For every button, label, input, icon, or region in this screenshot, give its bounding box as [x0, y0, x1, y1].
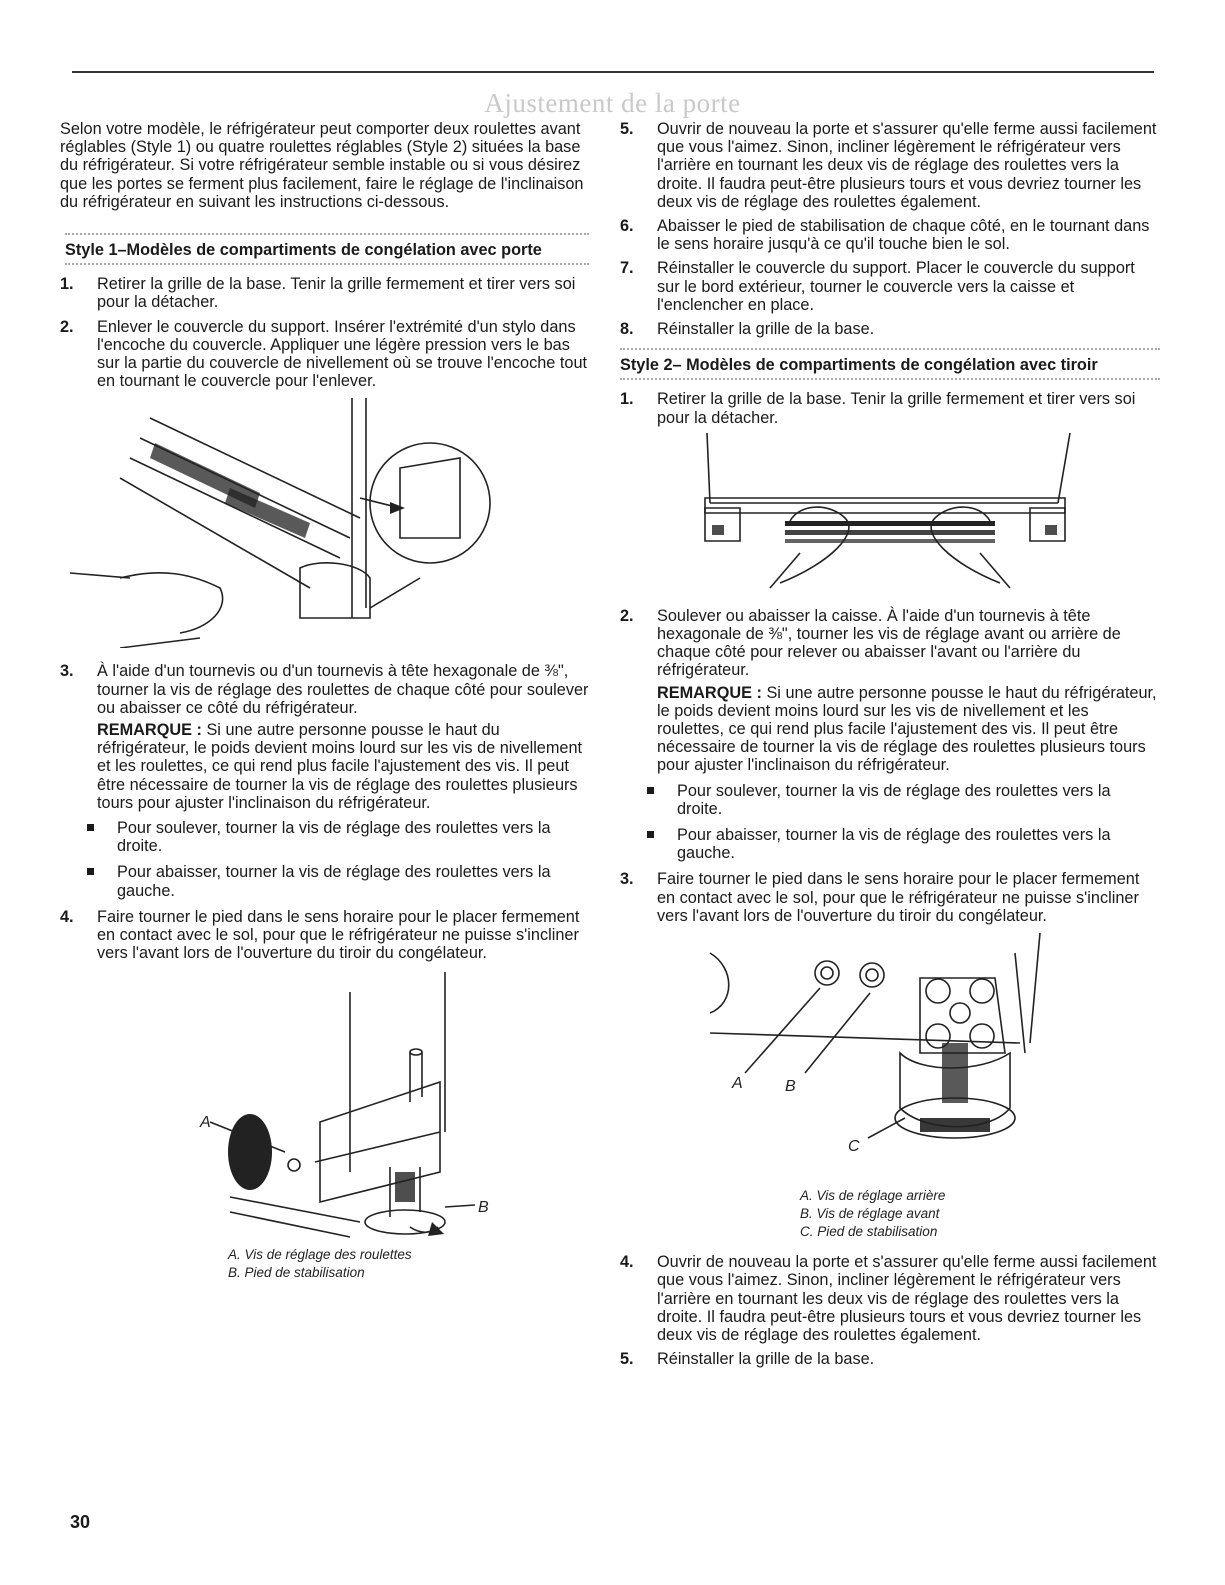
step-number: 8.: [620, 320, 634, 339]
step-number: 6.: [620, 217, 634, 236]
left-column: [60, 120, 595, 1302]
list-item: [620, 320, 1160, 338]
note-label: REMARQUE :: [657, 683, 762, 702]
note-paragraph: [97, 721, 595, 812]
bullet-item: [647, 782, 1160, 818]
bullet-item: [87, 819, 595, 855]
page-number: 30: [70, 1512, 91, 1532]
bullet-item: [647, 826, 1160, 862]
step-text: Réinstaller la grille de la base.: [657, 320, 875, 339]
bullet-item: [87, 863, 595, 899]
note-label: REMARQUE :: [97, 721, 202, 740]
step-text: Ouvrir de nouveau la porte et s'assurer qu'elle ferme aussi facilement que vous l'aimez. Sinon, incliner légèrement le réfrigérateur vers l'arrière en tournant les deux vis de réglage des roulettes vers la droite. Il faudra peut-être plusieurs tours et vous devriez tourner les deux vis de réglage des roulettes également.: [657, 120, 1157, 211]
bullet-square-icon: [647, 787, 654, 794]
step-number: 5.: [620, 120, 634, 138]
figure-caption: [800, 1187, 1160, 1241]
step-number: 4.: [60, 907, 74, 926]
caption-line: B. Pied de stabilisation: [228, 1265, 365, 1281]
list-item: [620, 259, 1160, 314]
step-number: 7.: [620, 259, 634, 278]
step-number: 4.: [620, 1253, 634, 1272]
list-item: [620, 1350, 1160, 1368]
figure-label-b: B: [785, 1078, 796, 1096]
figure-leveling-legs: [620, 933, 1160, 1241]
caption-line: B. Vis de réglage avant: [800, 1206, 940, 1222]
step-number: 3.: [620, 870, 634, 889]
bullet-text: Pour abaisser, tourner la vis de réglage des roulettes vers la gauche.: [117, 863, 551, 900]
page-title: Ajustement de la porte: [484, 88, 741, 118]
step-text: Soulever ou abaisser la caisse. À l'aide d'un tournevis à tête hexagonale de ⅜", tourner les vis de réglage avant ou arrière de chaque côté pour relever ou abaisser l'avant ou l'arrière du réfrigérateur.: [657, 606, 1121, 680]
bullet-square-icon: [87, 868, 94, 875]
figure-caption: [228, 1246, 595, 1282]
step-text: Retirer la grille de la base. Tenir la grille fermement et tirer vers soi pour la détacher.: [97, 275, 576, 312]
caption-line: A. Vis de réglage des roulettes: [228, 1247, 412, 1263]
list-item: [620, 870, 1160, 925]
intro-paragraph: Selon votre modèle, le réfrigérateur peut comporter deux roulettes avant réglables (Style 1) ou quatre roulettes réglables (Style 2) situées la base du réfrigérateur. Si votre réfrigérateur semble instable ou si vous désirez que les portes se ferment plus facilement, faire le réglage de l'inclinaison du réfrigérateur en suivant les instructions ci-dessous.: [60, 120, 584, 211]
figure-label-b: B: [478, 1199, 489, 1217]
list-item: [620, 390, 1160, 426]
caption-line: C. Pied de stabilisation: [800, 1224, 938, 1240]
figure-cover-removal: [60, 398, 595, 648]
list-item: [620, 607, 1160, 775]
list-item: [620, 1253, 1160, 1344]
bullet-square-icon: [647, 831, 654, 838]
bullet-text: Pour abaisser, tourner la vis de réglage des roulettes vers la gauche.: [677, 826, 1111, 863]
figure-grille-removal: [620, 433, 1160, 593]
step-number: 2.: [60, 317, 74, 336]
figure-label-c: C: [848, 1138, 860, 1156]
figure-label-a: A: [732, 1075, 743, 1093]
grille-removal-illustration: [620, 433, 1160, 593]
step-number: 1.: [620, 390, 634, 409]
step-text: Faire tourner le pied dans le sens horaire pour le placer fermement en contact avec le sol, pour que le réfrigérateur ne puisse s'incliner vers l'avant lors de l'ouverture du tiroir du congélateur.: [97, 907, 580, 963]
header-rule: [72, 71, 1154, 73]
roller-adjustment-illustration: [60, 972, 595, 1242]
list-item: [60, 662, 595, 812]
step-number: 5.: [620, 1350, 634, 1369]
note-paragraph: [657, 684, 1160, 775]
figure-roller-adjustment: [60, 972, 595, 1302]
note-text: Si une autre personne pousse le haut du réfrigérateur, le poids devient moins lourd sur les vis de nivellement et les roulettes, ce qui rend plus facile l'ajustement des vis. Il peut être nécessaire de tourner la vis de réglage des roulettes plusieurs tours pour ajuster l'inclinaison du réfrigérateur.: [97, 721, 583, 812]
cover-removal-illustration: [60, 398, 530, 648]
style1-heading: Style 1–Modèles de compartiments de congélation avec porte: [65, 233, 589, 265]
note-text: Si une autre personne pousse le haut du réfrigérateur, le poids devient moins lourd sur les vis de nivellement et les roulettes, ce qui rend plus facile l'ajustement des vis. Il peut être nécessaire de tourner la vis de réglage des roulettes plusieurs tours pour ajuster l'inclinaison du réfrigérateur.: [657, 683, 1157, 775]
right-column: [620, 120, 1160, 1374]
step-text: Abaisser le pied de stabilisation de chaque côté, en le tournant dans le sens horaire jusqu'à ce qu'il touche bien le sol.: [657, 217, 1150, 254]
step-text: Retirer la grille de la base. Tenir la grille fermement et tirer vers soi pour la détacher.: [657, 390, 1136, 427]
style2-heading: Style 2– Modèles de compartiments de congélation avec tiroir: [620, 348, 1160, 380]
step-text: Faire tourner le pied dans le sens horaire pour le placer fermement en contact avec le sol, pour que le réfrigérateur ne puisse s'incliner vers l'avant lors de l'ouverture du tiroir du congélateur.: [657, 870, 1140, 925]
bullet-text: Pour soulever, tourner la vis de réglage des roulettes vers la droite.: [677, 781, 1111, 818]
list-item: [60, 318, 595, 391]
figure-label-a: A: [200, 1114, 211, 1132]
list-item: [60, 275, 595, 311]
bullet-text: Pour soulever, tourner la vis de réglage des roulettes vers la droite.: [117, 819, 551, 856]
caption-line: A. Vis de réglage arrière: [800, 1188, 946, 1204]
step-text: Réinstaller le couvercle du support. Placer le couvercle du support sur le bord extérieur, tourner le couvercle vers la caisse et l'enclencher en place.: [657, 259, 1135, 314]
step-number: 3.: [60, 662, 74, 681]
step-text: Ouvrir de nouveau la porte et s'assurer qu'elle ferme aussi facilement que vous l'aimez. Sinon, incliner légèrement le réfrigérateur vers l'arrière en tournant les deux vis de réglage des roulettes vers la droite. Il faudra peut-être plusieurs tours et vous devriez tourner les deux vis de réglage des roulettes également.: [657, 1253, 1157, 1344]
step-text: Enlever le couvercle du support. Insérer l'extrémité d'un stylo dans l'encoche du couvercle. Appliquer une légère pression vers le bas sur la partie du couvercle de nivellement où se trouve l'encoche tout en tournant le couvercle pour l'enlever.: [97, 317, 588, 391]
list-item: [60, 908, 595, 963]
step-number: 2.: [620, 606, 634, 625]
bullet-square-icon: [87, 824, 94, 831]
step-number: 1.: [60, 275, 74, 294]
step-text: À l'aide d'un tournevis ou d'un tournevis à tête hexagonale de ⅜", tourner la vis de réglage des roulettes de chaque côté pour soulever ou abaisser ce côté du réfrigérateur.: [97, 662, 589, 717]
leveling-legs-illustration: [620, 933, 1160, 1183]
step-text: Réinstaller la grille de la base.: [657, 1350, 875, 1369]
list-item: [620, 120, 1160, 211]
list-item: [620, 217, 1160, 253]
